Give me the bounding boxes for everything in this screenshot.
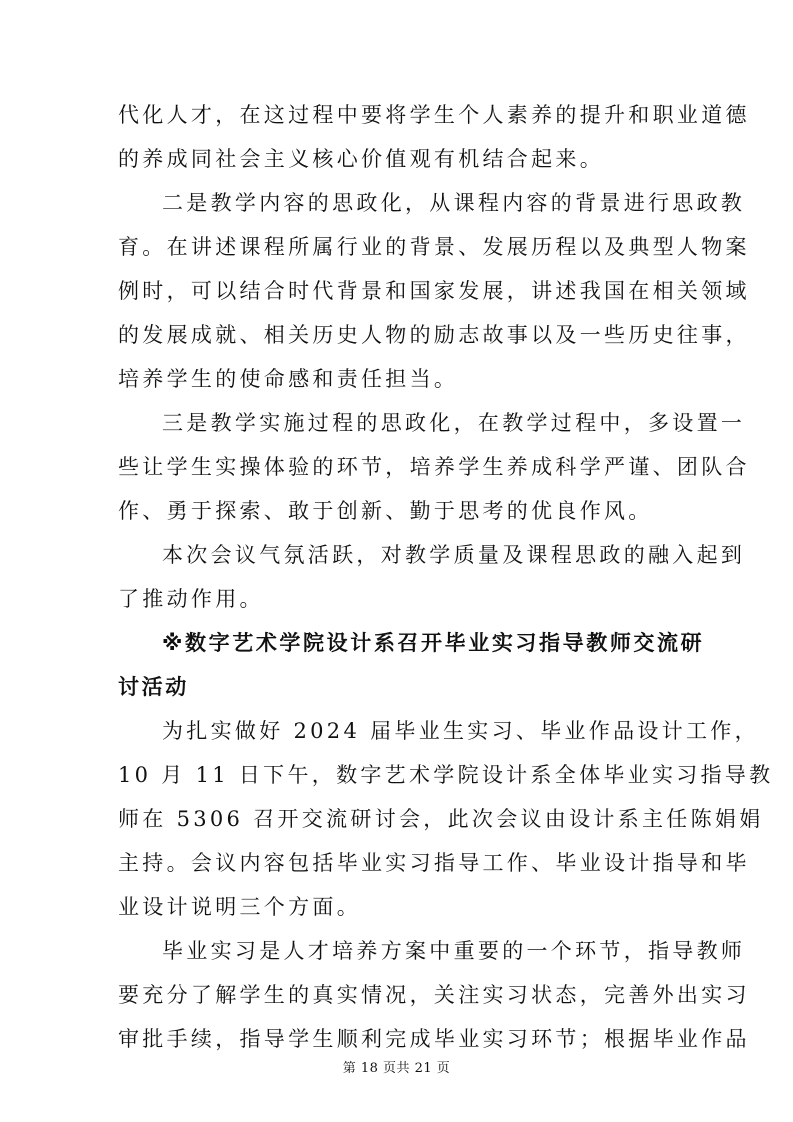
paragraph-start-line: 毕业实习是人才培养方案中重要的一个环节，指导教师 — [162, 939, 746, 963]
body-text-line: 主持。会议内容包括毕业实习指导工作、毕业设计指导和毕 — [118, 851, 750, 875]
paragraph-start-line: 本次会议气氛活跃，对教学质量及课程思政的融入起到 — [162, 543, 746, 567]
paragraph-start-line: 三是教学实施过程的思政化，在教学过程中，多设置一 — [162, 411, 746, 435]
body-text-line: 审批手续，指导学生顺利完成毕业实习环节；根据毕业作品 — [118, 1027, 750, 1051]
section-heading-continuation: 讨活动 — [118, 675, 189, 699]
body-text-line: 作、勇于探索、敢于创新、勤于思考的优良作风。 — [118, 499, 653, 523]
body-text-line: 的发展成就、相关历史人物的励志故事以及一些历史往事， — [118, 323, 750, 347]
body-text-line: 业设计说明三个方面。 — [118, 895, 361, 919]
body-text-line: 了推动作用。 — [118, 587, 264, 611]
page-footer: 第 18 页共 21 页 — [342, 1061, 451, 1076]
body-text-line: 10 月 11 日下午，数字艺术学院设计系全体毕业实习指导教 — [118, 763, 774, 787]
body-text-line: 培养学生的使命感和责任担当。 — [118, 367, 459, 391]
body-text-line: 的养成同社会主义核心价值观有机结合起来。 — [118, 147, 604, 171]
body-text-line: 要充分了解学生的真实情况，关注实习状态，完善外出实习 — [118, 983, 750, 1007]
body-text-line: 师在 5306 召开交流研讨会，此次会议由设计系主任陈娟娟 — [118, 807, 764, 831]
paragraph-start-line: 为扎实做好 2024 届毕业生实习、毕业作品设计工作， — [162, 719, 759, 743]
body-text-line: 些让学生实操体验的环节，培养学生养成科学严谨、团队合 — [118, 455, 750, 479]
paragraph-start-line: 二是教学内容的思政化，从课程内容的背景进行思政教 — [162, 191, 746, 215]
body-text-line: 育。在讲述课程所属行业的背景、发展历程以及典型人物案 — [118, 235, 750, 259]
body-text-line: 代化人才，在这过程中要将学生个人素养的提升和职业道德 — [118, 103, 750, 127]
section-heading: ※数字艺术学院设计系召开毕业实习指导教师交流研 — [162, 631, 705, 655]
body-text-line: 例时，可以结合时代背景和国家发展，讲述我国在相关领域 — [118, 279, 750, 303]
